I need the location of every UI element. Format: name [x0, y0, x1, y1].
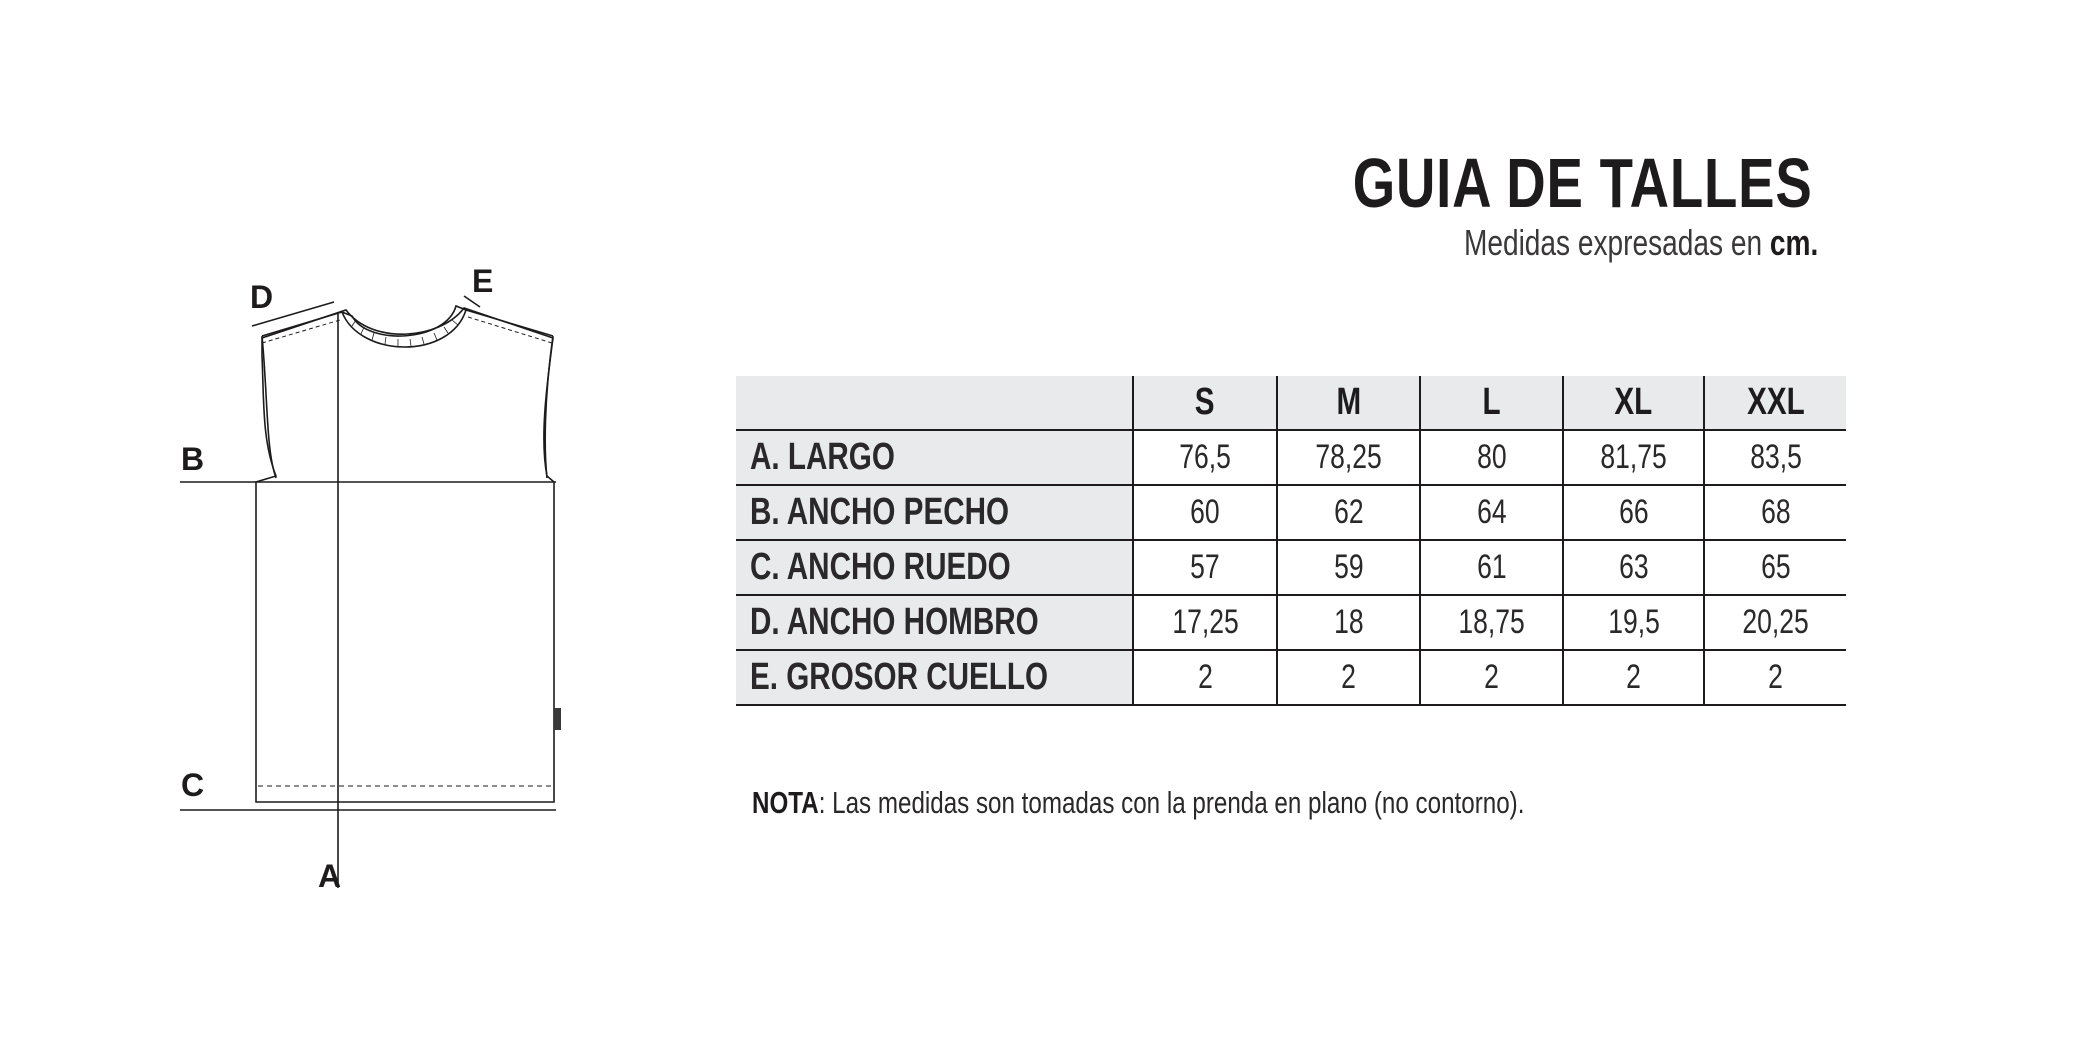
garment-outline [256, 308, 554, 802]
table-row-largo [736, 430, 1846, 485]
table-cell: 18,75 [1420, 595, 1563, 650]
table-cell: 61 [1420, 540, 1563, 595]
table-cell: 76,5 [1133, 430, 1277, 485]
size-header-xl: XL [1563, 376, 1704, 430]
table-cell: 59 [1277, 540, 1420, 595]
right-shoulder-stitch [468, 317, 552, 343]
table-cell: 20,25 [1704, 595, 1846, 650]
table-row-ancho-pecho [736, 485, 1846, 540]
table-cell: 62 [1277, 485, 1420, 540]
left-shoulder-seam [262, 312, 342, 336]
table-cell: 2 [1563, 650, 1704, 705]
row-label: A. LARGO [736, 430, 1133, 485]
size-header-row [736, 376, 1846, 430]
right-armhole [545, 336, 553, 478]
table-cell: 80 [1420, 430, 1563, 485]
tank-top-measurement-diagram [0, 0, 640, 1042]
row-label: B. ANCHO PECHO [736, 485, 1133, 540]
table-cell: 2 [1420, 650, 1563, 705]
page-title-text: GUIA DE TALLES [1353, 144, 1813, 222]
size-header-l: L [1420, 376, 1563, 430]
table-cell: 64 [1420, 485, 1563, 540]
note-text: : Las medidas son tomadas con la prenda en plano (no contorno). [818, 785, 1525, 820]
size-header-s: S [1133, 376, 1277, 430]
table-corner-cell [736, 376, 1133, 430]
table-cell: 18 [1277, 595, 1420, 650]
label-d: D [250, 279, 274, 315]
table-cell: 63 [1563, 540, 1704, 595]
table-cell: 66 [1563, 485, 1704, 540]
size-header-xxl: XXL [1704, 376, 1846, 430]
table-row-ancho-ruedo [736, 540, 1846, 595]
table-cell: 78,25 [1277, 430, 1420, 485]
row-label: D. ANCHO HOMBRO [736, 595, 1133, 650]
collar [342, 306, 466, 347]
garment-tag [554, 708, 561, 730]
table-cell: 19,5 [1563, 595, 1704, 650]
table-cell: 2 [1277, 650, 1420, 705]
right-shoulder-seam [466, 310, 553, 336]
note-key: NOTA [752, 785, 819, 820]
left-shoulder-stitch [262, 320, 340, 343]
table-cell: 2 [1704, 650, 1846, 705]
table-row-ancho-hombro [736, 595, 1846, 650]
subtitle-prefix: Medidas expresadas en [1463, 222, 1770, 263]
row-label: C. ANCHO RUEDO [736, 540, 1133, 595]
page-title [1223, 144, 1813, 222]
label-a: A [318, 858, 342, 894]
table-cell: 2 [1133, 650, 1277, 705]
table-cell: 81,75 [1563, 430, 1704, 485]
table-cell: 83,5 [1704, 430, 1846, 485]
table-cell: 17,25 [1133, 595, 1277, 650]
table-row-grosor-cuello [736, 650, 1846, 705]
table-cell: 57 [1133, 540, 1277, 595]
size-table [736, 376, 1846, 706]
size-header-m: M [1277, 376, 1420, 430]
table-cell: 68 [1704, 485, 1846, 540]
subtitle-unit: cm. [1769, 222, 1818, 263]
label-c: C [181, 767, 205, 803]
label-b: B [181, 441, 205, 477]
measurement-note [752, 785, 1742, 821]
row-label: E. GROSOR CUELLO [736, 650, 1133, 705]
table-cell: 65 [1704, 540, 1846, 595]
page-subtitle [1364, 222, 1818, 263]
table-cell: 60 [1133, 485, 1277, 540]
label-e: E [472, 263, 494, 299]
